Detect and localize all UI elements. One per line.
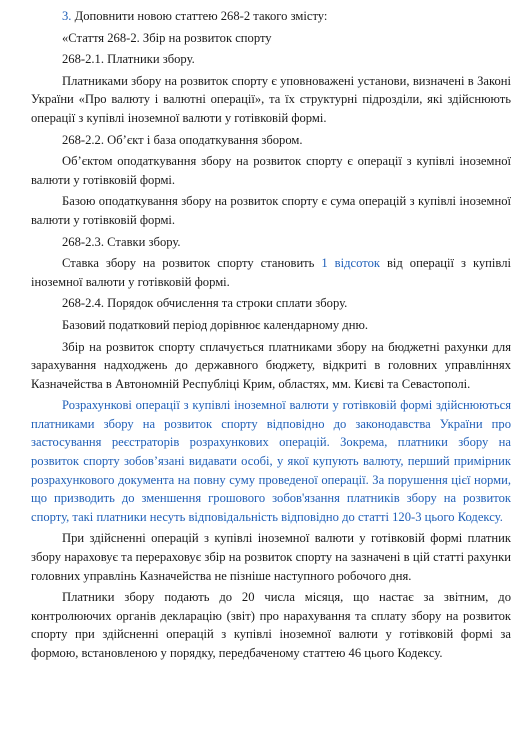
amendment-clause — [31, 7, 511, 26]
paragraph-tax-period: Базовий податковий період дорівнює календарному дню. — [62, 317, 369, 332]
paragraph-base: Базою оподаткування збору на розвиток спорту є сума операцій з купівлі іноземної валюти у готівковій формі. — [31, 194, 511, 227]
section-heading-payers: 268-2.1. Платники збору. — [62, 52, 195, 67]
paragraph-rate — [31, 254, 511, 291]
paragraph-object: Об’єктом оподаткування збору на розвиток спорту є операції з купівлі іноземної валюти у готівковій формі. — [31, 154, 511, 187]
clause-number[interactable]: 3. — [62, 9, 72, 23]
section-heading-object-base: 268-2.2. Об’єкт і база оподаткування збором. — [62, 132, 303, 147]
rate-text-after: від операції з купівлі іноземної валюти у готівковій формі. — [31, 256, 511, 289]
paragraph-payers: Платниками збору на розвиток спорту є уповноважені установи, визначені в Законі України «Про валюту і валютні операції», та їх структурні підрозділи, які здійснюють операції з купівлі іноземної валюти у готівковій формі. — [31, 73, 511, 125]
article-title: «Стаття 268-2. Збір на розвиток спорту — [62, 30, 272, 45]
clause-text: Доповнити новою статтею 268-2 такого змісту: — [71, 9, 328, 23]
paragraph-declaration: Платники збору подають до 20 числа місяця, що настає за звітним, до контролюючих органів декларацію (звіт) про нарахування та сплату збору на розвиток спорту при здійсненні операцій з купівлі іноземної валюти у готівковій формі за формою, встановленою у порядку, передбаченому статтею 46 цього Кодексу. — [31, 590, 511, 660]
section-heading-rates: 268-2.3. Ставки збору. — [62, 234, 181, 249]
paragraph-amended-settlement[interactable]: Розрахункові операції з купівлі іноземної валюти у готівковій формі здійснюються платниками збору на розвиток спорту відповідно до законодавства України про застосування реєстраторів розрахункових операцій. Зокрема, платники збору на розвиток спорту зобов’язані видавати особі, у якої купують валюту, перший примірник розрахункового документа на повну суму проведеної операції. За порушення цієї норми, що призводить до зменшення грошового зобов'язання платників збору на розвиток спорту, такі платники несуть відповідальність відповідно до статті 120-3 цього Кодексу. — [31, 398, 511, 524]
section-heading-procedure: 268-2.4. Порядок обчислення та строки сплати збору. — [62, 296, 348, 311]
rate-text-before: Ставка збору на розвиток спорту становить — [62, 256, 322, 271]
rate-link[interactable]: 1 відсоток — [321, 256, 380, 271]
paragraph-accrual: При здійсненні операцій з купівлі іноземної валюти у готівковій формі платник збору нараховує та перераховує збір на розвиток спорту на зазначені в цій статті рахунки головних управлінь Казначейства не пізніше наступного робочого дня. — [31, 531, 511, 583]
paragraph-payment-accounts: Збір на розвиток спорту сплачується платниками збору на бюджетні рахунки для зарахування надходжень до державного бюджету, відкриті в головних управліннях Казначейства в Автономній Республіці Крим, областях, мм. Києві та Севастополі. — [31, 339, 511, 391]
